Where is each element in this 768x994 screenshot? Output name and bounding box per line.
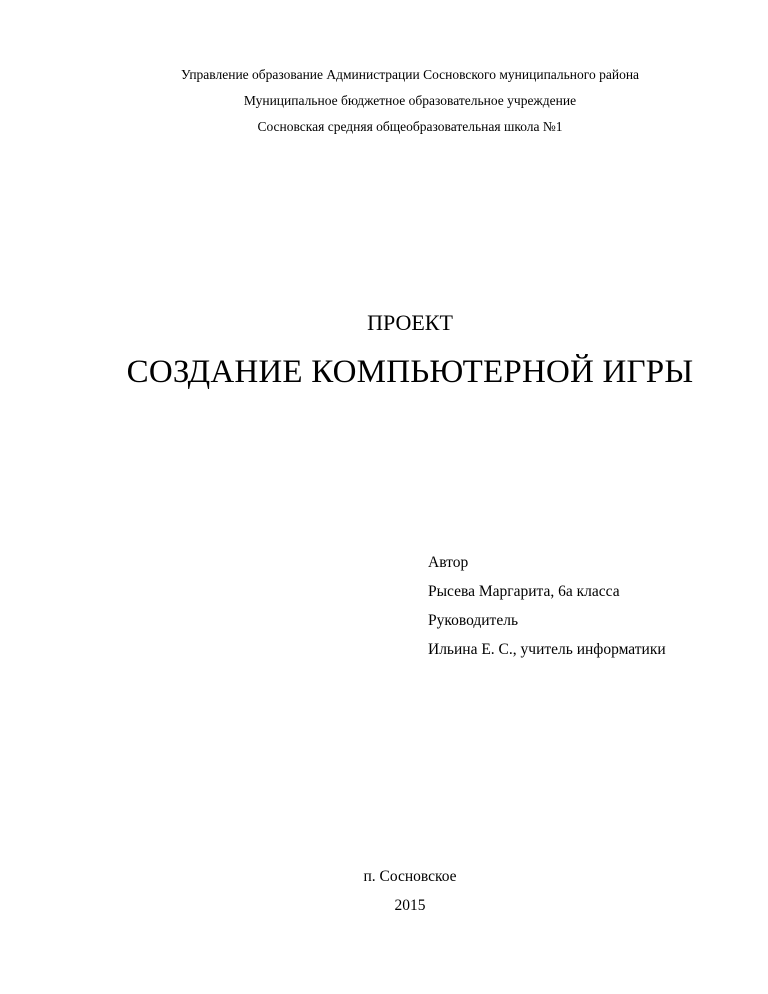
footer-year: 2015 bbox=[394, 897, 426, 914]
footer-place: п. Сосновское bbox=[363, 868, 457, 885]
author-name: Рысева Маргарита, 6а класса bbox=[428, 583, 620, 600]
authors-block bbox=[428, 548, 666, 664]
header-line-administration: Управление образование Администрации Сосновского муниципального района bbox=[180, 67, 640, 82]
project-label: ПРОЕКТ bbox=[367, 310, 453, 335]
supervisor-label: Руководитель bbox=[428, 612, 519, 629]
project-title: СОЗДАНИЕ КОМПЬЮТЕРНОЙ ИГРЫ bbox=[126, 354, 694, 390]
supervisor-name: Ильина Е. С., учитель информатики bbox=[428, 641, 666, 658]
header-line-institution-type: Муниципальное бюджетное образовательное учреждение bbox=[243, 93, 577, 108]
header-line-school-name: Сосновская средняя общеобразовательная школа №1 bbox=[257, 119, 563, 134]
author-label: Автор bbox=[428, 554, 469, 571]
footer-block bbox=[0, 862, 768, 920]
institution-header bbox=[0, 62, 768, 140]
